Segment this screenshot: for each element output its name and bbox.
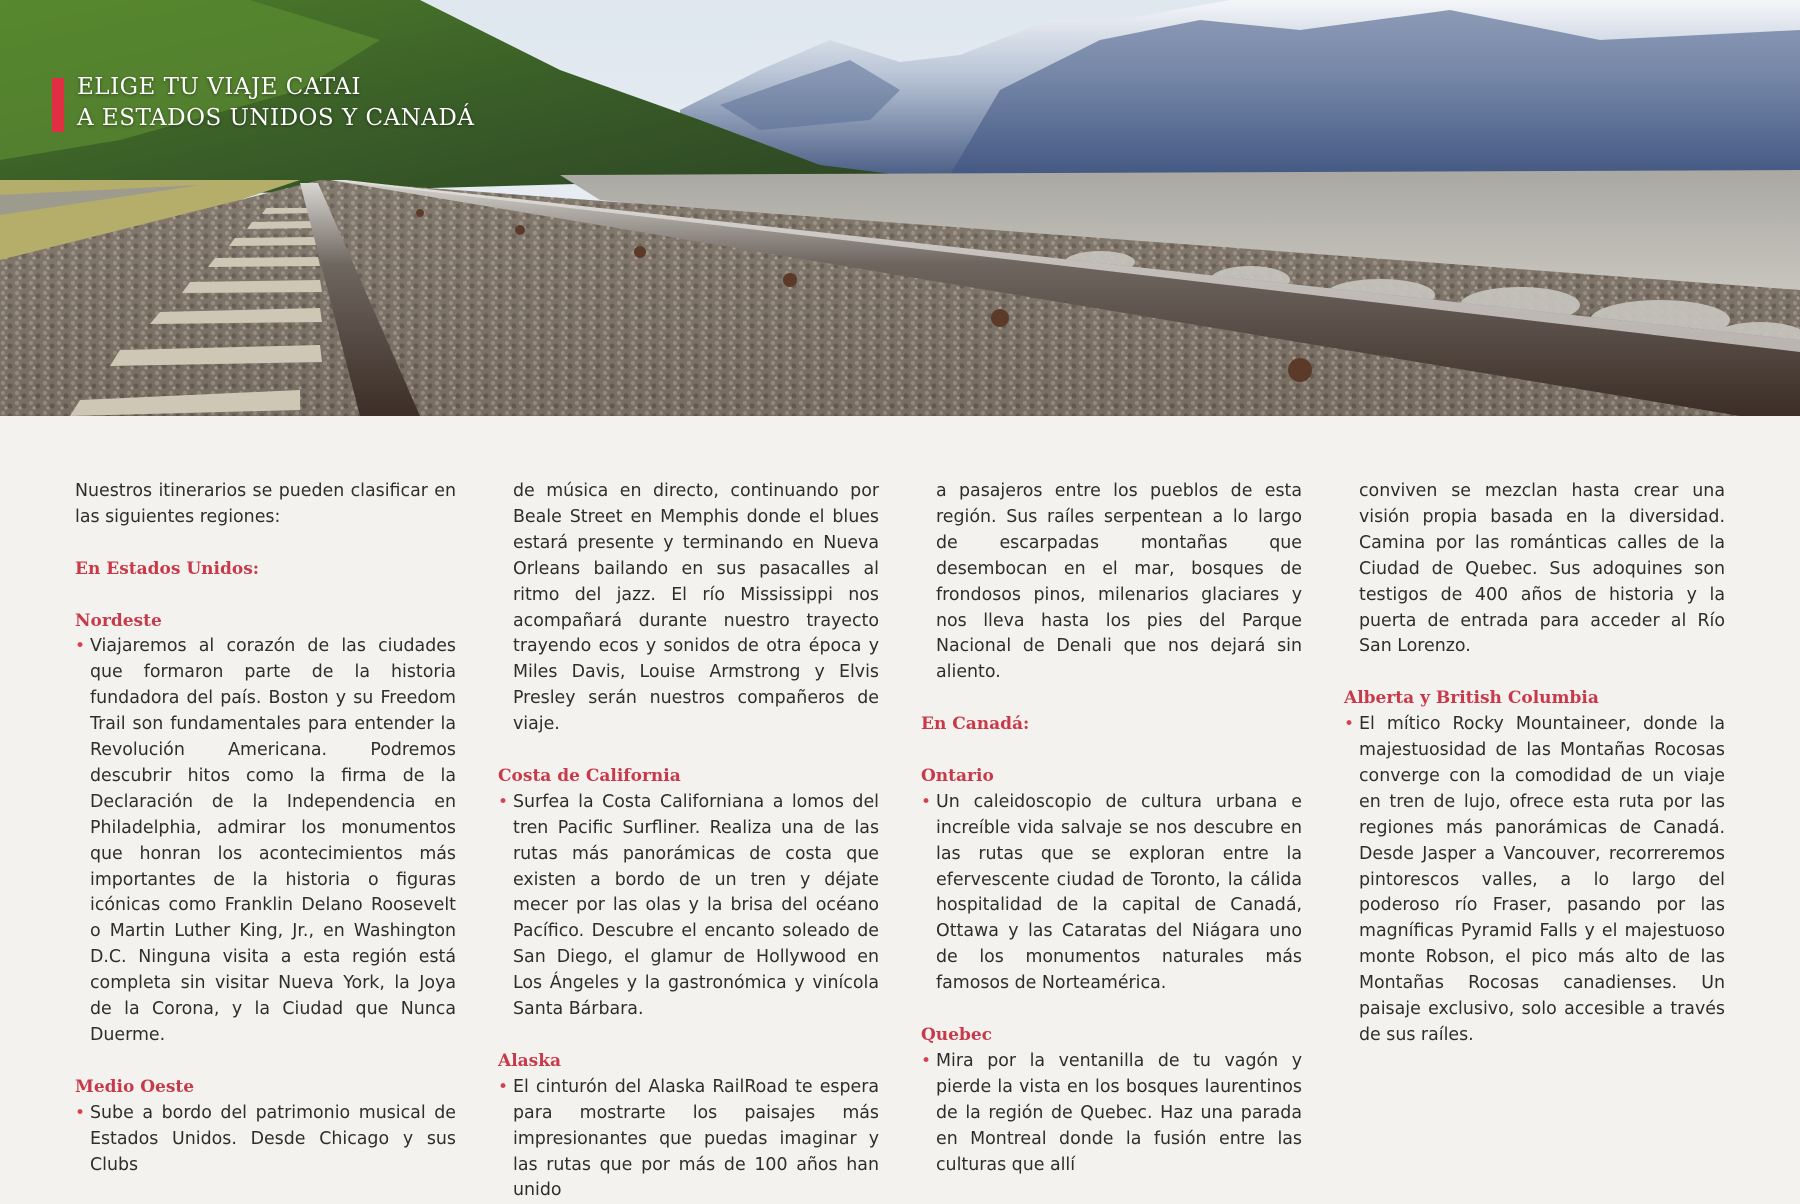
- column-2: [498, 479, 879, 1204]
- column-3: [921, 479, 1302, 1178]
- list-item-medio-oeste: [75, 1101, 456, 1179]
- heading-quebec: Quebec: [921, 1024, 993, 1045]
- alaska-text: El cinturón del Alaska RailRoad te espera para mostrarte los paisajes más impresionantes que puedas imaginar y las rutas que por más de 100 años han unido: [513, 1076, 879, 1201]
- bullet-icon: •: [498, 1076, 509, 1097]
- heading-alberta: Alberta y British Columbia: [1344, 688, 1599, 709]
- heading-usa: En Estados Unidos:: [75, 558, 260, 579]
- bullet-icon: •: [75, 636, 86, 657]
- list-item-quebec-cont: [1344, 479, 1725, 660]
- hero-photo: [0, 0, 1800, 416]
- heading-california: Costa de California: [498, 765, 681, 786]
- bullet-icon: •: [921, 1050, 932, 1071]
- list-item-alaska-cont: [921, 479, 1302, 686]
- medio-oeste-text: Sube a bordo del patrimonio musical de Estados Unidos. Desde Chicago y sus Clubs: [90, 1102, 456, 1175]
- column-4: [1344, 479, 1725, 1049]
- bullet-icon: •: [75, 1102, 86, 1123]
- intro-paragraph: Nuestros itinerarios se pueden clasificar en las siguientes regiones:: [75, 481, 456, 527]
- title-block: [52, 72, 474, 134]
- quebec-cont-text: conviven se mezclan hasta crear una visión propia basada en la diversidad. Camina por las románticas calles de la Ciudad de Quebec. Sus adoquines son testigos de 400 años de historia y la puerta de entrada para acceder al Río San Lorenzo.: [1359, 481, 1725, 657]
- medio-oeste-cont-text: de música en directo, continuando por Beale Street en Memphis donde el blues estará presente y terminando en Nueva Orleans bailando en sus pasacalles al ritmo del jazz. El río Mississippi nos acompañará durante nuestro trayecto trayendo ecos y sonidos de otra época y Miles Davis, Louise Armstrong y Elvis Presley serán nuestros compañeros de viaje.: [513, 481, 879, 735]
- list-item-california: [498, 790, 879, 1023]
- heading-nordeste: Nordeste: [75, 610, 162, 631]
- bullet-icon: •: [921, 791, 932, 812]
- bullet-icon: •: [498, 791, 509, 812]
- alaska-cont-text: a pasajeros entre los pueblos de esta región. Sus raíles serpentean a lo largo de escarpadas montañas que desembocan en el mar, bosques de frondosos pinos, milenarios glaciares y nos lleva hasta los pies del Parque Nacional de Denali que nos dejará sin aliento.: [936, 481, 1302, 683]
- heading-ontario: Ontario: [921, 765, 994, 786]
- ontario-text: Un caleidoscopio de cultura urbana e increíble vida salvaje se nos descubre en las rutas que se exploran entre la efervescente ciudad de Toronto, la cálida hospitalidad de la capital de Canadá, Ottawa y las Cataratas del Niágara uno de los monumentos naturales más famosos de Norteamérica.: [936, 791, 1302, 994]
- heading-medio-oeste: Medio Oeste: [75, 1076, 195, 1097]
- title-accent-bar: [52, 78, 64, 132]
- title-line-2: A ESTADOS UNIDOS Y CANADÁ: [77, 105, 475, 131]
- title-line-1: ELIGE TU VIAJE CATAI: [77, 74, 362, 100]
- list-item-medio-oeste-cont: [498, 479, 879, 738]
- column-1: [75, 479, 456, 1178]
- railroad-mountain-photo: [0, 0, 1800, 416]
- bullet-icon: •: [1344, 714, 1355, 735]
- heading-canada: En Canadá:: [921, 714, 1030, 735]
- list-item-nordeste: [75, 634, 456, 1049]
- california-text: Surfea la Costa Californiana a lomos del tren Pacific Surfliner. Realiza una de las rutas más panorámicas de costa que existen a bordo de un tren y déjate mecer por las olas y la brisa del océano Pacífico. Descubre el encanto soleado de San Diego, el glamur de Hollywood en Los Ángeles y la gastronómica y vinícola Santa Bárbara.: [513, 791, 879, 1020]
- list-item-alaska: [498, 1075, 879, 1204]
- body-columns: [0, 479, 1800, 1201]
- heading-alaska: Alaska: [498, 1050, 562, 1071]
- list-item-quebec: [921, 1049, 1302, 1179]
- quebec-text: Mira por la ventanilla de tu vagón y pierde la vista en los bosques laurentinos de la región de Quebec. Haz una parada en Montreal donde la fusión entre las culturas que allí: [936, 1050, 1302, 1175]
- alberta-text: El mítico Rocky Mountaineer, donde la majestuosidad de las Montañas Rocosas converge con la comodidad de un viaje en tren de lujo, ofrece esta ruta por las regiones más panorámicas de Canadá. Desde Jasper a Vancouver, recorreremos pintorescos valles, a lo largo del poderoso río Fraser, pasando por las magníficas Pyramid Falls y el majestuoso monte Robson, el pico más alto de las Montañas Rocosas canadienses. Un paisaje exclusivo, solo accesible a través de sus raíles.: [1359, 714, 1725, 1046]
- list-item-ontario: [921, 790, 1302, 997]
- nordeste-text: Viajaremos al corazón de las ciudades que formaron parte de la historia fundadora del país. Boston y su Freedom Trail son fundamentales para entender la Revolución Americana. Podremos descubrir hitos como la firma de la Declaración de la Independencia en Philadelphia, admirar los monumentos que honran los acontecimientos más importantes de la historia o figuras icónicas como Franklin Delano Roosevelt o Martin Luther King, Jr., en Washington D.C. Ninguna visita a esta región está completa sin visitar Nueva York, la Joya de la Corona, y la Ciudad que Nunca Duerme.: [90, 636, 456, 1045]
- list-item-alberta: [1344, 712, 1725, 1049]
